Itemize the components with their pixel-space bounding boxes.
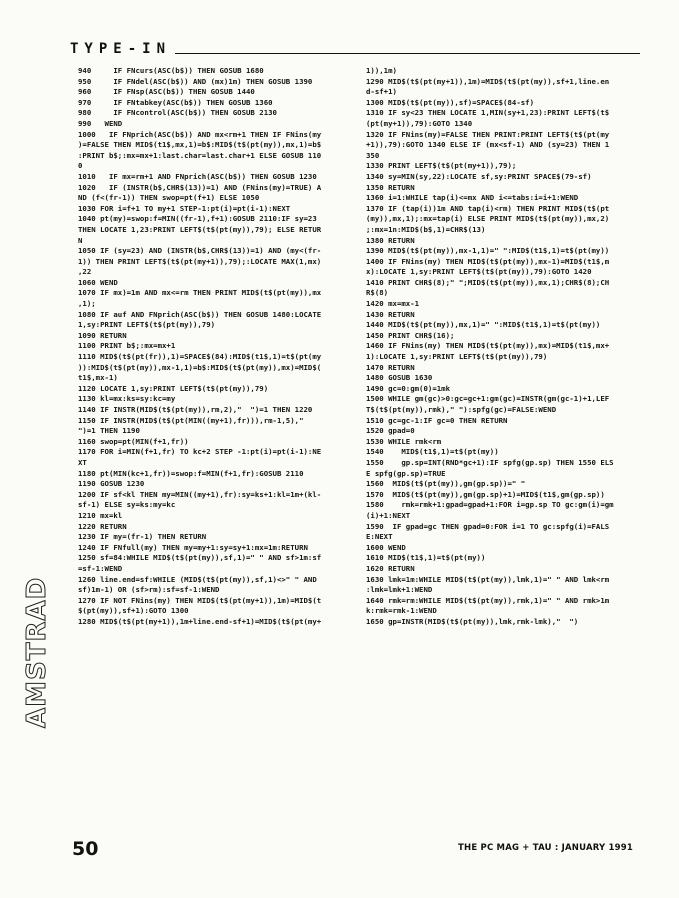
code-line: 1640 rmk=rm:WHILE MID$(t$(pt(my)),rmk,1)=" " AND rmk>1m [366, 595, 610, 605]
code-line: 1560 MID$(t$(pt(my)),gm(gp.sp))=" " [366, 479, 526, 489]
listing-column-right [366, 66, 642, 627]
code-line: 1290 MID$(t$(pt(my+1)),1m)=MID$(t$(pt(my)),sf+1,line.en [366, 76, 610, 86]
code-line: 1150 IF INSTR(MID$(t$(pt(MIN((my+1),fr))),rm-1,5)," [78, 415, 304, 425]
code-line: (my)),mx,1);:mx=tap(i) ELSE PRINT MID$(t$(pt(my)),mx,2) [366, 214, 610, 224]
code-line: 1400 IF FNins(my) THEN MID$(t$(pt(my)),mx-1)=MID$(t1$,m [366, 256, 610, 266]
code-line: x):LOCATE 1,sy:PRINT LEFT$(t$(pt(my)),79):GOTO 1420 [366, 267, 592, 277]
code-line: 960 IF FNsp(ASC(b$)) THEN GOSUB 1440 [78, 87, 255, 97]
code-line: 1230 IF my=(fr-1) THEN RETURN [78, 532, 207, 542]
code-line: t1$,mx-1) [78, 373, 118, 383]
code-line: 1380 RETURN [366, 235, 415, 245]
code-line: 1280 MID$(t$(pt(my+1)),1m+line.end-sf+1)=MID$(t$(pt(my+ [78, 616, 322, 626]
code-line: 1)) THEN PRINT LEFT$(t$(pt(my+1)),79);:LOCATE MAX(1,mx) [78, 256, 322, 266]
code-line: 1110 MID$(t$(pt(fr)),1)=SPACE$(84):MID$(t1$,1)=t$(pt(my [78, 352, 322, 362]
code-line: 1060 WEND [78, 277, 118, 287]
code-line: 1330 PRINT LEFT$(t$(pt(my+1)),79); [366, 161, 517, 171]
code-line: 1210 mx=kl [78, 510, 123, 520]
code-line: (pt(my+1)),79):GOTO 1340 [366, 118, 473, 128]
page-header [70, 32, 640, 56]
code-line: 1610 MID$(t1$,1)=t$(pt(my)) [366, 553, 486, 563]
code-line: 1,sy:PRINT LEFT$(t$(pt(my)),79) [78, 320, 216, 330]
code-line: sf)1m-1) OR (sf>rm):sf=sf-1:WEND [78, 585, 220, 595]
code-line: 1140 IF INSTR(MID$(t$(pt(my)),rm,2)," ")=1 THEN 1220 [78, 405, 313, 414]
code-line: N [78, 235, 83, 245]
code-line: k:rmk=rmk-1:WEND [366, 606, 437, 616]
code-line: 1260 line.end=sf:WHILE (MID$(t$(pt(my)),sf,1)<>" " AND [78, 574, 317, 584]
code-line: 1340 sy=MIN(sy,22):LOCATE sf,sy:PRINT SPACE$(79-sf) [366, 171, 592, 181]
code-line: 1440 MID$(t$(pt(my)),mx,1)=" ":MID$(t1$,1)=t$(pt(my)) [366, 320, 601, 330]
code-line: :PRINT b$;:mx=mx+1:last.char=last.char+1 ELSE GOSUB 110 [78, 150, 322, 160]
code-line: 1370 IF (tap(i))1m AND tap(i)<rm) THEN PRINT MID$(t$(pt [366, 203, 610, 213]
code-line: 1040 pt(my)=swop:f=MIN((fr-1),f+1):GOSUB 2110:IF sy=23 [78, 214, 317, 224]
header-rule [175, 53, 640, 54]
code-line: =sf-1:WEND [78, 563, 123, 573]
code-line: XT [78, 457, 87, 467]
code-line: 1120 LOCATE 1,sy:PRINT LEFT$(t$(pt(my)),79) [78, 383, 269, 393]
code-line: 1650 gp=INSTR(MID$(t$(pt(my)),lmk,rmk-lmk)," ") [366, 616, 579, 626]
code-line: 1020 IF (INSTR(b$,CHR$(13))=1) AND (FNins(my)=TRUE) A [78, 182, 322, 192]
code-line: 1430 RETURN [366, 309, 415, 319]
code-line: ;:mx=1n:MID$(b$,1)=CHR$(13) [366, 224, 486, 234]
code-line: 1000 IF FNprich(ASC(b$)) AND mx<rm+1 THEN IF FNins(my [78, 129, 322, 139]
code-line: ,1); [78, 299, 96, 309]
code-line: 940 IF FNcurs(ASC(b$)) THEN GOSUB 1680 [78, 66, 264, 75]
code-line: 1490 gc=0:gm(0)=1mk [366, 383, 451, 393]
code-line: 1630 lmk=1m:WHILE MID$(t$(pt(my)),lmk,1)=" " AND lmk<rm [366, 574, 610, 584]
code-line: R$(8) [366, 288, 389, 298]
code-line: 1180 pt(MIN(kc+1,fr))=swop:f=MIN(f+1,fr):GOSUB 2110 [78, 468, 304, 478]
code-line: 1540 MID$(t1$,1)=t$(pt(my)) [366, 447, 499, 457]
code-line: 1320 IF FNins(my)=FALSE THEN PRINT:PRINT LEFT$(t$(pt(my [366, 129, 610, 139]
code-line: 1300 MID$(t$(pt(my)),sf)=SPACE$(84-sf) [366, 97, 535, 107]
code-line: E:NEXT [366, 532, 393, 542]
code-line: )):MID$(t$(pt(my)),mx-1,1)=b$:MID$(t$(pt(my)),mx)=MID$( [78, 362, 322, 372]
code-line: 1530 WHILE rmk<rm [366, 436, 442, 446]
code-line: 1090 RETURN [78, 330, 127, 340]
code-line: (i)+1:NEXT [366, 510, 411, 520]
code-line: 980 IF FNcontrol(ASC(b$)) THEN GOSUB 2130 [78, 108, 277, 118]
code-line: +1)),79):GOTO 1340 ELSE IF (mx<sf-1) AND (sy=23) THEN 1 [366, 140, 610, 150]
code-line: 1240 IF FNfull(my) THEN my=my+1:sy=sy+1:mx=1m:RETURN [78, 542, 308, 552]
code-line: 1520 gpad=0 [366, 426, 415, 436]
code-line: )=FALSE THEN MID$(t1$,mx,1)=b$:MID$(t$(pt(my)),mx,1)=b$ [78, 140, 322, 150]
page-number: 50 [72, 838, 99, 860]
code-line: 1450 PRINT CHR$(16); [366, 330, 455, 340]
code-line: 1420 mx=mx-1 [366, 299, 420, 309]
code-line: 970 IF FNtabkey(ASC(b$)) THEN GOSUB 1360 [78, 97, 273, 107]
code-line: 1570 MID$(t$(pt(my)),gm(gp.sp)+1)=MID$(t1$,gm(gp.sp)) [366, 489, 605, 499]
code-line: 1200 IF sf<kl THEN my=MIN((my+1),fr):sy=ks+1:kl=1m+(kl- [78, 489, 322, 499]
code-line: 1220 RETURN [78, 521, 127, 531]
code-line: 1130 kl=mx:ks=sy:kc=my [78, 394, 176, 404]
code-line: 1600 WEND [366, 542, 406, 552]
code-line: 1310 IF sy<23 THEN LOCATE 1,MIN(sy+1,23):PRINT LEFT$(t$ [366, 108, 610, 118]
listing-column-left [78, 66, 348, 627]
code-line: 1590 IF gpad=gc THEN gpad=0:FOR i=1 TO gc:spfg(i)=FALS [366, 521, 610, 531]
code-line: 1470 RETURN [366, 362, 415, 372]
code-line: 1460 IF FNins(my) THEN MID$(t$(pt(my)),mx)=MID$(t1$,mx+ [366, 341, 610, 351]
code-line: 350 [366, 150, 380, 160]
section-title: TYPE-IN [70, 41, 172, 57]
code-line: 1190 GOSUB 1230 [78, 479, 145, 489]
code-line: 1360 i=1:WHILE tap(i)<=mx AND i<=tabs:i=i+1:WEND [366, 193, 579, 203]
code-line: 1550 gp.sp=INT(RND*gc+1):IF spfg(gp.sp) THEN 1550 ELS [366, 457, 614, 467]
code-line: 1070 IF mx)=1m AND mx<=rm THEN PRINT MID$(t$(pt(my)),mx [78, 288, 322, 298]
code-line: d-sf+1) [366, 87, 397, 97]
code-line: 1170 FOR i=MIN(f+1,fr) TO kc+2 STEP -1:pt(i)=pt(i-1):NE [78, 447, 322, 457]
code-line: ")=1 THEN 1190 [78, 426, 140, 436]
code-line: 1410 PRINT CHR$(8);" ";MID$(t$(pt(my)),mx,1);CHR$(8);CH [366, 277, 610, 287]
code-line: 1620 RETURN [366, 563, 415, 573]
code-line: 0 [78, 161, 83, 171]
code-line: 1160 swop=pt(MIN(f+1,fr)) [78, 436, 189, 446]
code-line: 1010 IF mx=rm+1 AND FNprich(ASC(b$)) THEN GOSUB 1230 [78, 171, 317, 181]
publication-footer: THE PC MAG + TAU : JANUARY 1991 [458, 843, 633, 853]
code-line: 1250 sf=84:WHILE MID$(t$(pt(my)),sf,1)=" " AND sf>1m:sf [78, 553, 322, 563]
code-line: 950 IF FNdel(ASC(b$)) AND (mx)1m) THEN GOSUB 1390 [78, 76, 313, 86]
code-line: E spfg(gp.sp)=TRUE [366, 468, 446, 478]
code-line: 990 WEND [78, 118, 123, 128]
code-line: 1500 WHILE gm(gc)>0:gc=gc+1:gm(gc)=INSTR(gm(gc-1)+1,LEF [366, 394, 610, 404]
code-line: :lmk=lmk+1:WEND [366, 585, 433, 595]
code-line: 1480 GOSUB 1630 [366, 373, 433, 383]
code-line: $(pt(my)),sf+1):GOTO 1300 [78, 606, 189, 616]
code-line: ,22 [78, 267, 92, 277]
side-label: AMSTRAD [22, 576, 52, 728]
code-line: 1030 FOR i=f+1 TO my+1 STEP-1:pt(i)=pt(i-1):NEXT [78, 203, 291, 213]
code-line: ND (f<(fr-1)) THEN swop=pt(f+1) ELSE 1050 [78, 193, 260, 203]
code-line: 1):LOCATE 1,sy:PRINT LEFT$(t$(pt(my)),79) [366, 352, 548, 362]
code-line: 1050 IF (sy=23) AND (INSTR(b$,CHR$(13))=1) AND (my<(fr- [78, 246, 322, 256]
code-line: 1510 gc=gc-1:IF gc=0 THEN RETURN [366, 415, 508, 425]
code-line: 1100 PRINT b$;:mx=mx+1 [78, 341, 176, 351]
code-line: THEN LOCATE 1,23:PRINT LEFT$(t$(pt(my)),79); ELSE RETUR [78, 224, 322, 234]
code-line: T$(t$(pt(my)),rmk)," "):spfg(gc)=FALSE:WEND [366, 405, 557, 414]
code-line: 1390 MID$(t$(pt(my)),mx-1,1)=" ":MID$(t1$,1)=t$(pt(my)) [366, 246, 610, 256]
code-line: 1)),1m) [366, 66, 397, 75]
code-line: 1270 IF NOT FNins(my) THEN MID$(t$(pt(my+1)),1m)=MID$(t [78, 595, 322, 605]
code-line: 1580 rmk=rmk+1:gpad=gpad+1:FOR i=gp.sp TO gc:gm(i)=gm [366, 500, 614, 510]
code-line: sf-1) ELSE sy=ks:my=kc [78, 500, 176, 510]
code-line: 1350 RETURN [366, 182, 415, 192]
code-line: 1080 IF auf AND FNprich(ASC(b$)) THEN GOSUB 1480:LOCATE [78, 309, 322, 319]
